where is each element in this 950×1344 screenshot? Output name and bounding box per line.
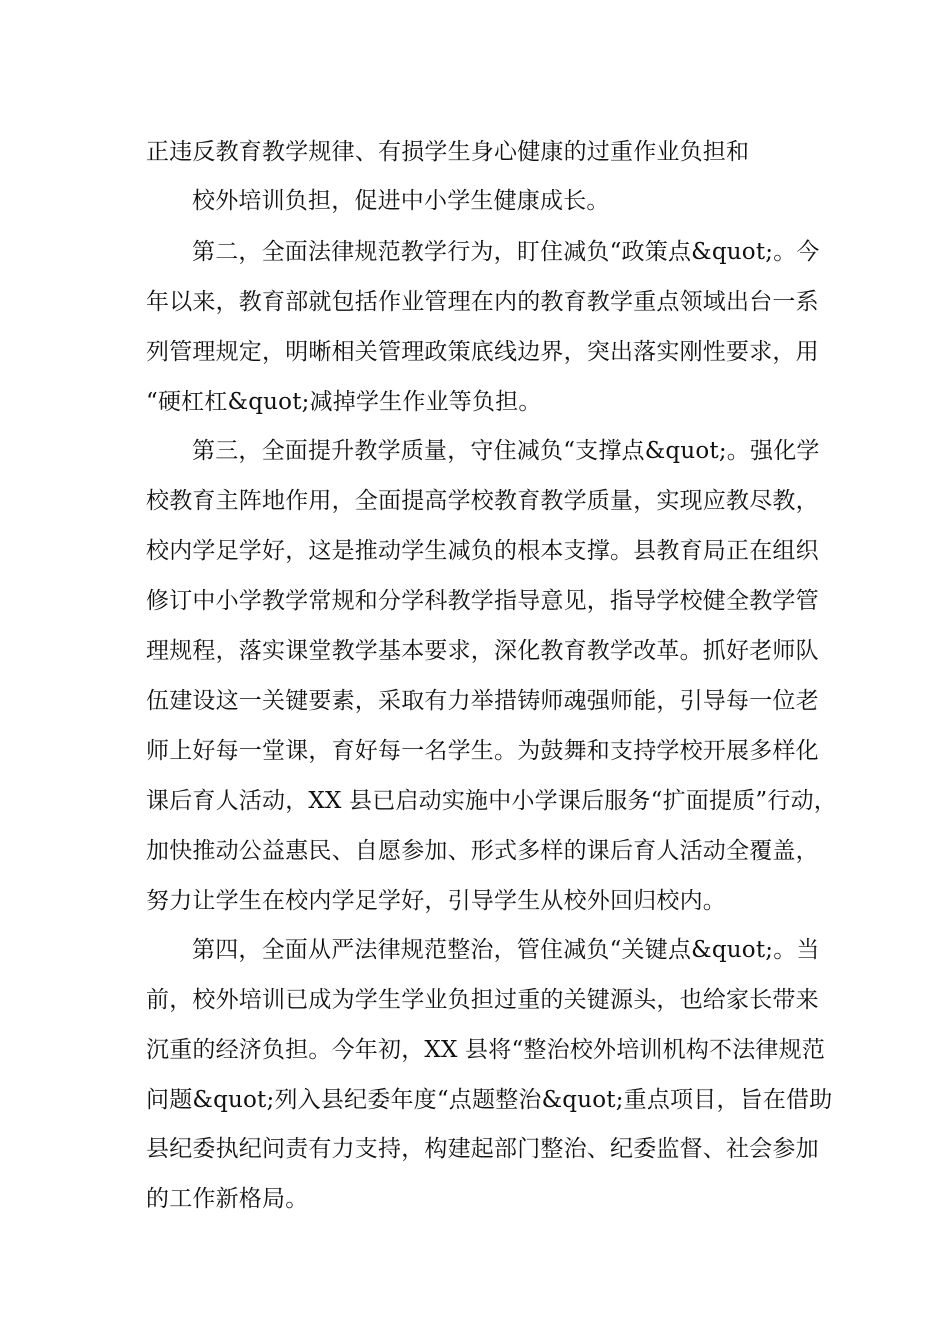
paragraph-line: “硬杠杠&quot;减掉学生作业等负担。 xyxy=(146,389,542,415)
paragraph-line: 理规程，落实课堂教学基本要求，深化教育教学改革。抓好老师队 xyxy=(146,638,819,664)
paragraph-line: 县纪委执纪问责有力支持，构建起部门整治、纪委监督、社会参加 xyxy=(146,1136,819,1162)
paragraph-line: 列管理规定，明晰相关管理政策底线边界，突出落实刚性要求，用 xyxy=(146,339,819,365)
paragraph-line: 问题&quot;列入县纪委年度“点题整治&quot;重点项目，旨在借助 xyxy=(146,1087,833,1113)
paragraph-line: 第四，全面从严法律规范整治，管住减负“关键点&quot;。当 xyxy=(192,937,820,963)
paragraph-line: 第三，全面提升教学质量，守住减负“支撑点&quot;。强化学 xyxy=(192,438,820,464)
paragraph-line: 正违反教育教学规律、有损学生身心健康的过重作业负担和 xyxy=(146,139,750,165)
paragraph-line: 伍建设这一关键要素，采取有力举措铸师魂强师能，引导每一位老 xyxy=(146,688,819,714)
paragraph-line: 校教育主阵地作用，全面提高学校教育教学质量，实现应教尽教， xyxy=(146,488,819,514)
paragraph-line: 加快推动公益惠民、自愿参加、形式多样的课后育人活动全覆盖， xyxy=(146,838,819,864)
paragraph-line: 第二，全面法律规范教学行为，盯住减负“政策点&quot;。今 xyxy=(192,239,820,265)
paragraph-line: 课后育人活动，XX 县已启动实施中小学课后服务“扩面提质”行动， xyxy=(146,788,837,814)
paragraph-line: 校内学足学好，这是推动学生减负的根本支撑。县教育局正在组织 xyxy=(146,538,819,564)
paragraph-line: 沉重的经济负担。今年初，XX 县将“整治校外培训机构不法律规范 xyxy=(146,1037,826,1063)
paragraph-line: 师上好每一堂课，育好每一名学生。为鼓舞和支持学校开展多样化 xyxy=(146,738,819,764)
paragraph-line: 前，校外培训已成为学生学业负担过重的关键源头，也给家长带来 xyxy=(146,987,819,1013)
paragraph-line: 校外培训负担，促进中小学生健康成长。 xyxy=(192,188,610,214)
paragraph-line: 修订中小学教学常规和分学科教学指导意见，指导学校健全教学管 xyxy=(146,588,819,614)
paragraph-line: 努力让学生在校内学足学好，引导学生从校外回归校内。 xyxy=(146,888,726,914)
paragraph-line: 的工作新格局。 xyxy=(146,1186,309,1212)
paragraph-line: 年以来，教育部就包括作业管理在内的教育教学重点领域出台一系 xyxy=(146,289,819,315)
